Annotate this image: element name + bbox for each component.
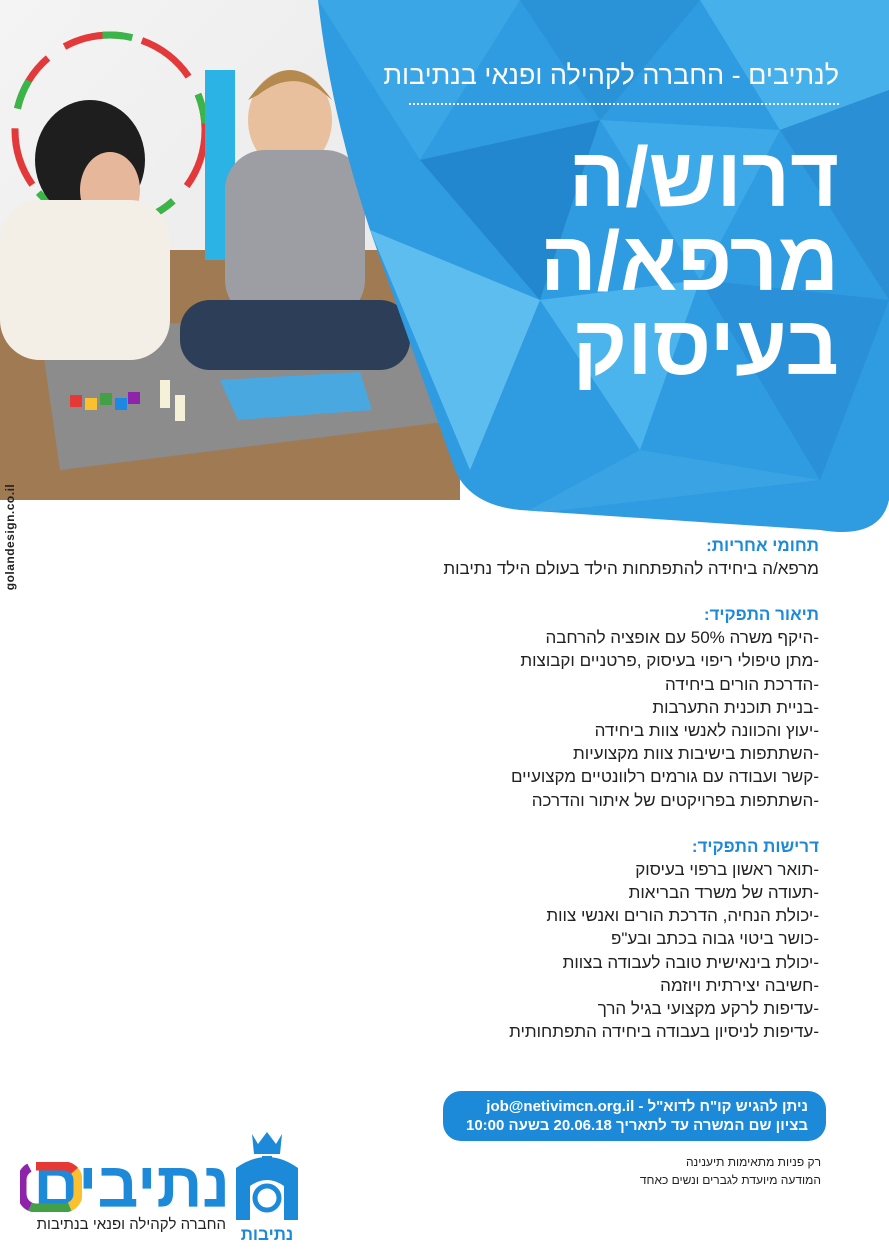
- note-line: רק פניות מתאימות תיענינה: [685, 1155, 821, 1169]
- list-item: -יעוץ והכוונה לאנשי צוות ביחידה: [594, 721, 819, 741]
- note-line: המודעה מיועדת לגברים ונשים כאחד: [639, 1173, 821, 1187]
- headline-line: מרפא/ה: [539, 214, 839, 308]
- disclaimer-note: [640, 1153, 821, 1189]
- list-item: -יכולת בינאישית טובה לעבודה בצוות: [562, 952, 819, 972]
- logo-subtitle: החברה לקהילה ופנאי בנתיבות: [36, 1216, 226, 1233]
- list-item: -חשיבה יצירתית ויוזמה: [660, 975, 819, 995]
- application-deadline-line: בציון שם המשרה עד לתאריך 20.06.18 בשעה 10:00: [465, 1117, 808, 1134]
- list-item: -היקף משרה 50% עם אופציה להרחבה: [545, 628, 819, 648]
- list-item: -יכולת הנחיה, הדרכת הורים ואנשי צוות: [546, 906, 819, 926]
- section-title: תיאור התפקיד:: [703, 605, 819, 625]
- netivim-logo: [20, 1150, 230, 1240]
- emblem-label: נתיבות: [240, 1225, 294, 1244]
- emblem-icon: [222, 1128, 312, 1223]
- section-title: דרישות התפקיד:: [691, 836, 819, 856]
- designer-credit-text: golandesign.co.il: [3, 483, 17, 591]
- dotted-divider: [409, 103, 839, 105]
- list-item: -השתתפות בישיבות צוות מקצועיות: [573, 744, 819, 764]
- section-responsibilities: [299, 535, 819, 580]
- section-job-description: [299, 604, 819, 812]
- city-emblem: [222, 1128, 312, 1243]
- list-item: -עדיפות לרקע מקצועי בגיל הרך: [597, 999, 819, 1019]
- headline-line: בעיסוק: [572, 298, 839, 392]
- job-details: [299, 535, 819, 1067]
- list-item: -קשר ועבודה עם גורמים רלוונטיים מקצועיים: [510, 767, 819, 787]
- list-item: -תואר ראשון ברפוי בעיסוק: [635, 859, 819, 879]
- list-item: -מתן טיפולי ריפוי בעיסוק ,פרטניים וקבוצות: [520, 651, 819, 671]
- section-line: מרפא/ה ביחידה להתפתחות הילד בעולם הילד נתיבות: [443, 559, 819, 578]
- application-box[interactable]: [443, 1091, 826, 1141]
- list-item: -השתתפות בפרויקטים של איתור והדרכה: [531, 790, 819, 810]
- list-item: -בניית תוכנית התערבות: [652, 697, 819, 717]
- job-headline: [539, 130, 839, 392]
- logo-color-mark-icon: [20, 1162, 82, 1212]
- section-requirements: [299, 836, 819, 1044]
- logo-wordmark-text: נתיבים: [33, 1149, 230, 1221]
- list-item: -עדיפות לניסיון בעבודה ביחידה התפתחותית: [509, 1022, 819, 1042]
- list-item: -הדרכת הורים ביחידה: [665, 674, 819, 694]
- headline-line: דרוש/ה: [568, 130, 839, 224]
- list-item: -כושר ביטוי גבוה בכתב ובע"פ: [611, 929, 819, 949]
- organization-line: לנתיבים - החברה לקהילה ופנאי בנתיבות: [383, 60, 839, 90]
- list-item: -תעודה של משרד הבריאות: [628, 883, 819, 903]
- application-email-line[interactable]: ניתן להגיש קו"ח לדוא"ל - job@netivimcn.org.il: [486, 1098, 808, 1115]
- section-title: תחומי אחריות:: [706, 536, 819, 555]
